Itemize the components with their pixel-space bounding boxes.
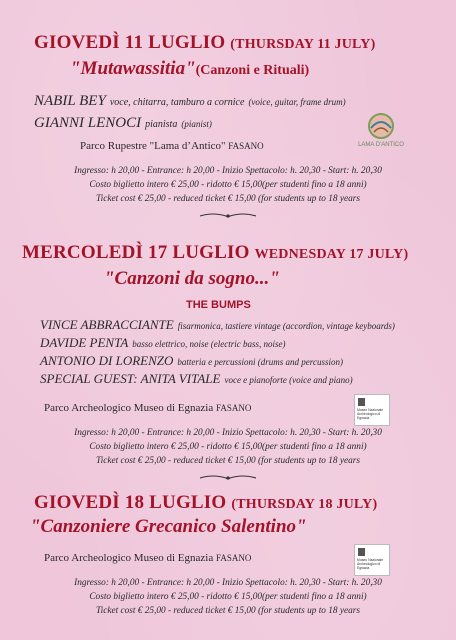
- event1-info-1: Ingresso: h 20,00 - Entrance: h 20,00 - Inizio Spettacolo: h. 20,30 - Start: h. 20,30: [74, 166, 382, 176]
- event1-venue: Parco Rupestre "Lama d’Antico" FASANO: [80, 140, 264, 152]
- event2-performer-3: ANTONIO DI LORENZO batteria e percussioni (drums and percussion): [40, 353, 343, 368]
- event3-info-1: Ingresso: h 20,00 - Entrance: h 20,00 - Inizio Spettacolo: h. 20,30 - Start: h. 20,30: [74, 578, 382, 588]
- event2-title: "Canzoni da sogno...": [104, 268, 280, 289]
- event1-info-2: Costo biglietto intero € 25,00 - ridotto € 15,00(per studenti fino a 18 anni): [89, 180, 367, 190]
- event1-info-3: Ticket cost € 25,00 - reduced ticket € 15,00 (for students up to 18 years: [95, 194, 361, 204]
- event1-performer-2: GIANNI LENOCI pianista (pianist): [34, 115, 212, 131]
- museo-egnazia-logo: [354, 544, 390, 576]
- event3-date: GIOVEDÌ 18 LUGLIO (THURSDAY 18 JULY): [34, 492, 378, 513]
- event1-title: "Mutawassitia"(Canzoni e Rituali): [70, 58, 310, 79]
- event2-info-1: Ingresso: h 20,00 - Entrance: h 20,00 - Inizio Spettacolo: h. 20,30 - Start: h. 20,30: [74, 428, 382, 438]
- event2-info-3: Ticket cost € 25,00 - reduced ticket € 15,00 (for students up to 18 years: [95, 456, 361, 466]
- event2-performer-2: DAVIDE PENTA basso elettrico, noise (electric bass, noise): [40, 335, 286, 350]
- lama-dantico-logo: [356, 110, 406, 158]
- event2-info-2: Costo biglietto intero € 25,00 - ridotto € 15,00(per studenti fino a 18 anni): [89, 442, 367, 452]
- museo-egnazia-logo: [354, 394, 390, 426]
- event2-performer-4: SPECIAL GUEST: ANITA VITALE voce e pianoforte (voice and piano): [40, 371, 353, 386]
- museo-egnazia-logo-text: Museo Nazionale Archeologico di Egnazia: [357, 408, 384, 420]
- flourish-divider-icon: [198, 474, 258, 482]
- lama-dantico-logo-text: LAMA D'ANTICO: [358, 142, 404, 148]
- event1-date: GIOVEDÌ 11 LUGLIO (THURSDAY 11 JULY): [34, 32, 376, 53]
- museo-egnazia-logo-text: Museo Nazionale Archeologico di Egnazia: [357, 558, 384, 570]
- event3-venue: Parco Archeologico Museo di Egnazia FASANO: [44, 552, 252, 564]
- event1-performer-1: NABIL BEY voce, chitarra, tamburo a cornice (voice, guitar, frame drum): [34, 93, 346, 109]
- event2-performer-1: VINCE ABBRACCIANTE fisarmonica, tastiere vintage (accordion, vintage keyboards): [40, 317, 395, 332]
- event3-info-3: Ticket cost € 25,00 - reduced ticket € 15,00 (for students up to 18 years: [95, 606, 361, 616]
- event3-info-2: Costo biglietto intero € 25,00 - ridotto € 15,00(per studenti fino a 18 anni): [89, 592, 367, 602]
- event2-date: MERCOLEDÌ 17 LUGLIO WEDNESDAY 17 JULY): [22, 242, 409, 263]
- flourish-divider-icon: [198, 212, 258, 220]
- event2-band: THE BUMPS: [186, 299, 251, 311]
- event3-title: "Canzoniere Grecanico Salentino": [30, 516, 307, 537]
- event2-venue: Parco Archeologico Museo di Egnazia FASANO: [44, 402, 252, 414]
